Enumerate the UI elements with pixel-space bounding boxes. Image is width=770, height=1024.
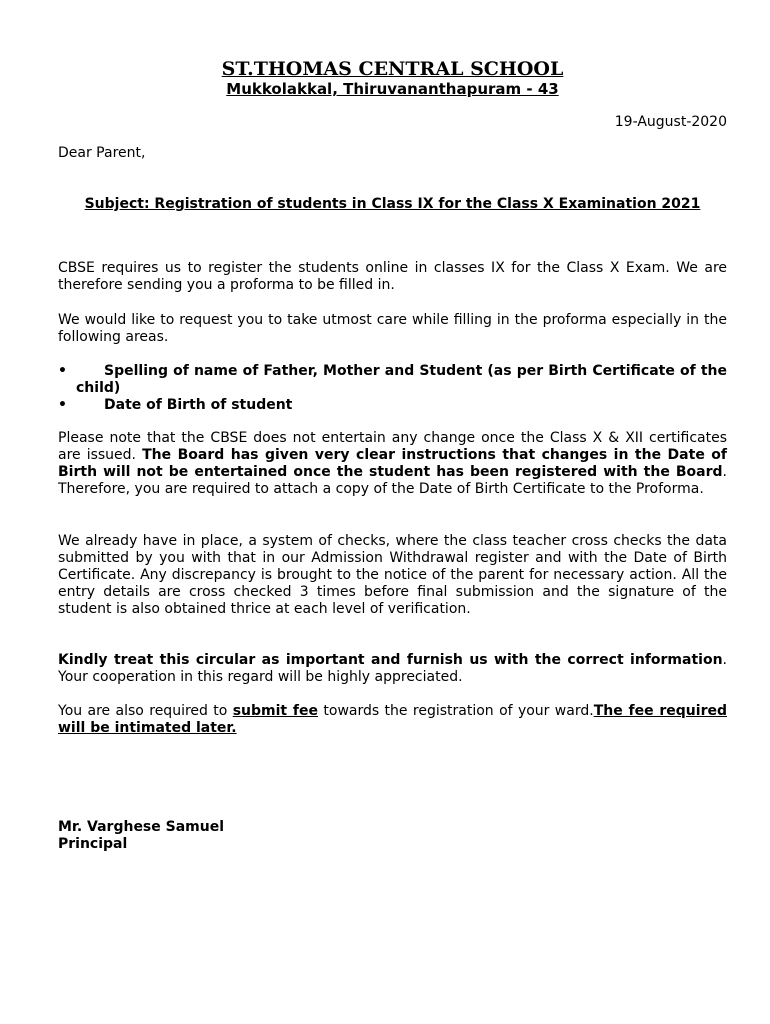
bullet-icon: • bbox=[58, 363, 67, 379]
bullet-icon: • bbox=[58, 397, 67, 413]
letter-date: 19-August-2020 bbox=[614, 114, 727, 130]
cbse-note-tail: . Therefore, you are required to attach a copy of the Date of Birth Certificate to the Proforma. bbox=[58, 464, 727, 497]
fee-intimated-text: The fee required will be intimated later. bbox=[58, 703, 727, 736]
fee-text: You are also required to bbox=[58, 703, 233, 719]
list-item-text: Date of Birth of student bbox=[104, 397, 293, 413]
list-item bbox=[58, 363, 727, 397]
school-address: Mukkolakkal, Thiruvananthapuram - 43 bbox=[226, 80, 559, 98]
list-item-text: Spelling of name of Father, Mother and Student (as per Birth Certificate of the child) bbox=[76, 363, 727, 396]
paragraph-checks: We already have in place, a system of checks, where the class teacher cross checks the data submitted by you with that in our Admission Withdrawal register and with the Date of Birth Certificate. Any discrepancy is brought to the notice of the parent for necessary action. All the entry details are cross checked 3 times before final submission and the signature of the student is also obtained thrice at each level of verification. bbox=[58, 533, 727, 617]
salutation: Dear Parent, bbox=[58, 145, 146, 161]
principal-title: Principal bbox=[58, 836, 128, 852]
cooperation-text: . Your cooperation in this regard will be highly appreciated. bbox=[58, 652, 727, 685]
paragraph-intro: CBSE requires us to register the students online in classes IX for the Class X Exam. We are therefore sending you a proforma to be filled in. bbox=[58, 260, 727, 293]
paragraph-fee bbox=[58, 703, 727, 737]
paragraph-request: We would like to request you to take utmost care while filling in the proforma especially in the following areas. bbox=[58, 312, 727, 345]
areas-list bbox=[58, 363, 727, 414]
submit-fee-text: submit fee bbox=[232, 703, 319, 719]
paragraph-important bbox=[58, 652, 727, 686]
subject-line: Subject: Registration of students in Class IX for the Class X Examination 2021 bbox=[84, 196, 701, 212]
school-name: ST.THOMAS CENTRAL SCHOOL bbox=[221, 58, 564, 80]
fee-ward-text: towards the registration of your ward. bbox=[318, 703, 594, 719]
board-instruction-text: The Board has given very clear instructions that changes in the Date of Birth will not be entertained once the student has been registered with the Board bbox=[58, 447, 728, 480]
list-item bbox=[58, 397, 727, 414]
cbse-note-text: Please note that the CBSE does not entertain any change once the Class X & XII certificates are issued. bbox=[58, 430, 727, 463]
paragraph-cbse-note bbox=[58, 430, 727, 498]
principal-name: Mr. Varghese Samuel bbox=[58, 819, 225, 835]
important-text: Kindly treat this circular as important and furnish us with the correct information bbox=[58, 652, 723, 668]
